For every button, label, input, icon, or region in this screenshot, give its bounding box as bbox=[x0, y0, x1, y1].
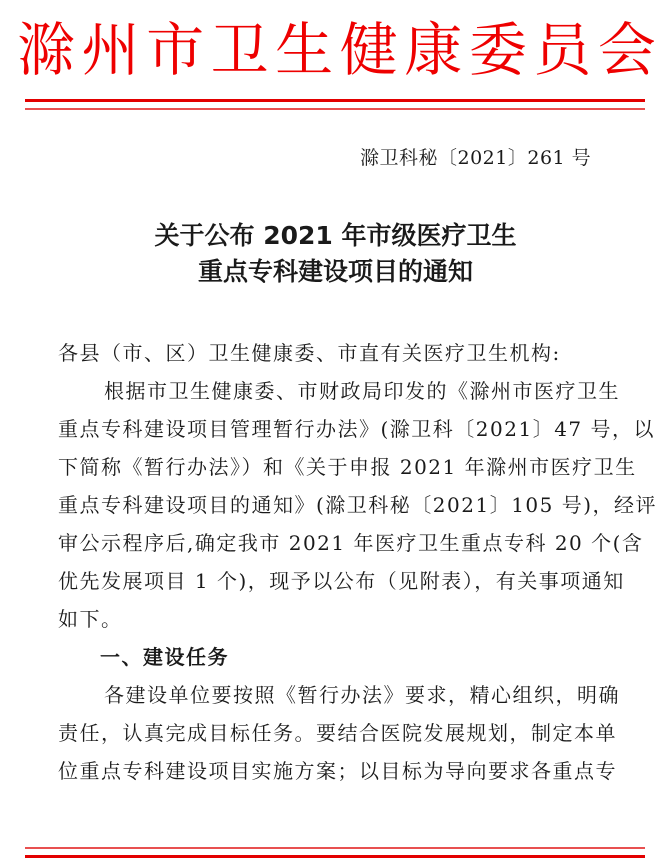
masthead-char: 委 bbox=[468, 16, 527, 84]
document-number: 滁卫科秘〔2021〕261 号 bbox=[360, 147, 592, 169]
header-rule-thick bbox=[25, 99, 645, 102]
masthead-char: 州 bbox=[81, 16, 140, 84]
masthead-title bbox=[14, 10, 659, 90]
masthead-char: 滁 bbox=[16, 16, 75, 84]
paragraph-1-line: 优先发展项目 1 个)，现予以公布（见附表），有关事项通知 bbox=[58, 569, 625, 593]
masthead-char: 生 bbox=[275, 16, 334, 84]
paragraph-1-line: 审公示程序后,确定我市 2021 年医疗卫生重点专科 20 个(含 bbox=[58, 531, 644, 555]
paragraph-1-line: 下简称《暂行办法》）和《关于申报 2021 年滁州市医疗卫生 bbox=[58, 455, 637, 479]
paragraph-1-line: 重点专科建设项目管理暂行办法》(滁卫科〔2021〕47 号，以 bbox=[58, 417, 656, 441]
document-body bbox=[58, 334, 658, 790]
title-line-1: 关于公布 2021 年市级医疗卫生 bbox=[154, 221, 517, 250]
document-title bbox=[0, 218, 671, 290]
footer-rule-thick bbox=[25, 855, 645, 858]
masthead-char: 市 bbox=[146, 16, 205, 84]
title-line-2: 重点专科建设项目的通知 bbox=[197, 257, 473, 286]
header-rule-thin bbox=[25, 108, 645, 110]
masthead-char: 员 bbox=[533, 16, 592, 84]
paragraph-1-line: 根据市卫生健康委、市财政局印发的《滁州市医疗卫生 bbox=[104, 379, 620, 403]
section-1-heading: 一、建设任务 bbox=[100, 645, 229, 669]
paragraph-1-line: 重点专科建设项目的通知》(滁卫科秘〔2021〕105 号)，经评 bbox=[58, 493, 658, 517]
paragraph-2-line: 各建设单位要按照《暂行办法》要求，精心组织，明确 bbox=[104, 683, 620, 707]
paragraph-2-line: 责任，认真完成目标任务。要结合医院发展规划，制定本单 bbox=[58, 721, 617, 745]
masthead-char: 健 bbox=[339, 16, 398, 84]
footer-rule-thin bbox=[25, 847, 645, 849]
masthead-char: 卫 bbox=[210, 16, 269, 84]
salutation: 各县（市、区）卫生健康委、市直有关医疗卫生机构: bbox=[58, 341, 561, 365]
masthead-char: 康 bbox=[404, 16, 463, 84]
paragraph-2-line: 位重点专科建设项目实施方案；以目标为导向要求各重点专 bbox=[58, 759, 617, 783]
paragraph-1-line: 如下。 bbox=[58, 607, 123, 631]
masthead-char: 会 bbox=[597, 16, 656, 84]
